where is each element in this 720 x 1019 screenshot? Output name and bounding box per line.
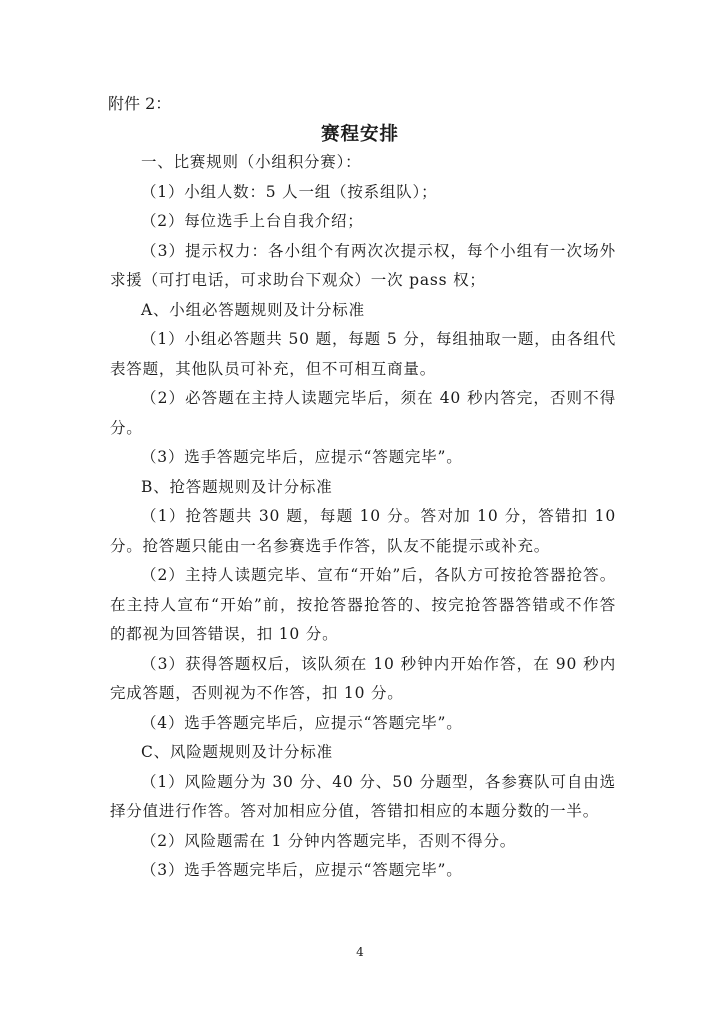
paragraph: （2）必答题在主持人读题完毕后，须在 40 秒内答完，否则不得分。: [110, 389, 616, 437]
page-title: 赛程安排: [320, 124, 399, 145]
body-text: [110, 148, 616, 886]
attachment-label: 附件 2：: [108, 94, 172, 113]
subsection-heading-a: A、小组必答题规则及计分标准: [141, 300, 365, 319]
paragraph: （3）选手答题完毕后，应提示“答题完毕”。: [141, 448, 463, 466]
page-number: 4: [356, 945, 364, 959]
section-heading-rules: 一、比赛规则（小组积分赛）：: [141, 153, 362, 171]
paragraph: （1）小组人数：5 人一组（按系组队）；: [141, 182, 438, 201]
paragraph: （4）选手答题完毕后，应提示“答题完毕”。: [141, 713, 463, 732]
paragraph: （1）小组必答题共 50 题，每题 5 分，每组抽取一题，由各组代表答题，其他队员可补充，但不可相互商量。: [110, 330, 616, 378]
paragraph: （2）风险题需在 1 分钟内答题完毕，否则不得分。: [141, 831, 517, 850]
paragraph: （1）抢答题共 30 题，每题 10 分。答对加 10 分，答错扣 10 分。抢答题只能由一名参赛选手作答，队友不能提示或补充。: [110, 507, 616, 555]
subsection-heading-b: B、抢答题规则及计分标准: [141, 477, 333, 496]
paragraph: （3）提示权力：各小组个有两次次提示权，每个小组有一次场外求援（可打电话，可求助台下观众）一次 pass 权；: [110, 241, 616, 289]
paragraph: （2）每位选手上台自我介绍；: [141, 212, 364, 230]
paragraph: （3）选手答题完毕后，应提示“答题完毕”。: [141, 861, 463, 879]
paragraph: （3）获得答题权后，该队须在 10 秒钟内开始作答，在 90 秒内完成答题，否则视为不作答，扣 10 分。: [110, 654, 616, 702]
paragraph: （1）风险题分为 30 分、40 分、50 分题型，各参赛队可自由选择分值进行作答。答对加相应分值，答错扣相应的本题分数的一半。: [110, 772, 616, 820]
subsection-heading-c: C、风险题规则及计分标准: [141, 743, 333, 761]
paragraph: （2）主持人读题完毕、宣布“开始”后，各队方可按抢答器抢答。在主持人宣布“开始”前，按抢答器抢答的、按完抢答器答错或不作答的都视为回答错误，扣 10 分。: [110, 566, 616, 643]
